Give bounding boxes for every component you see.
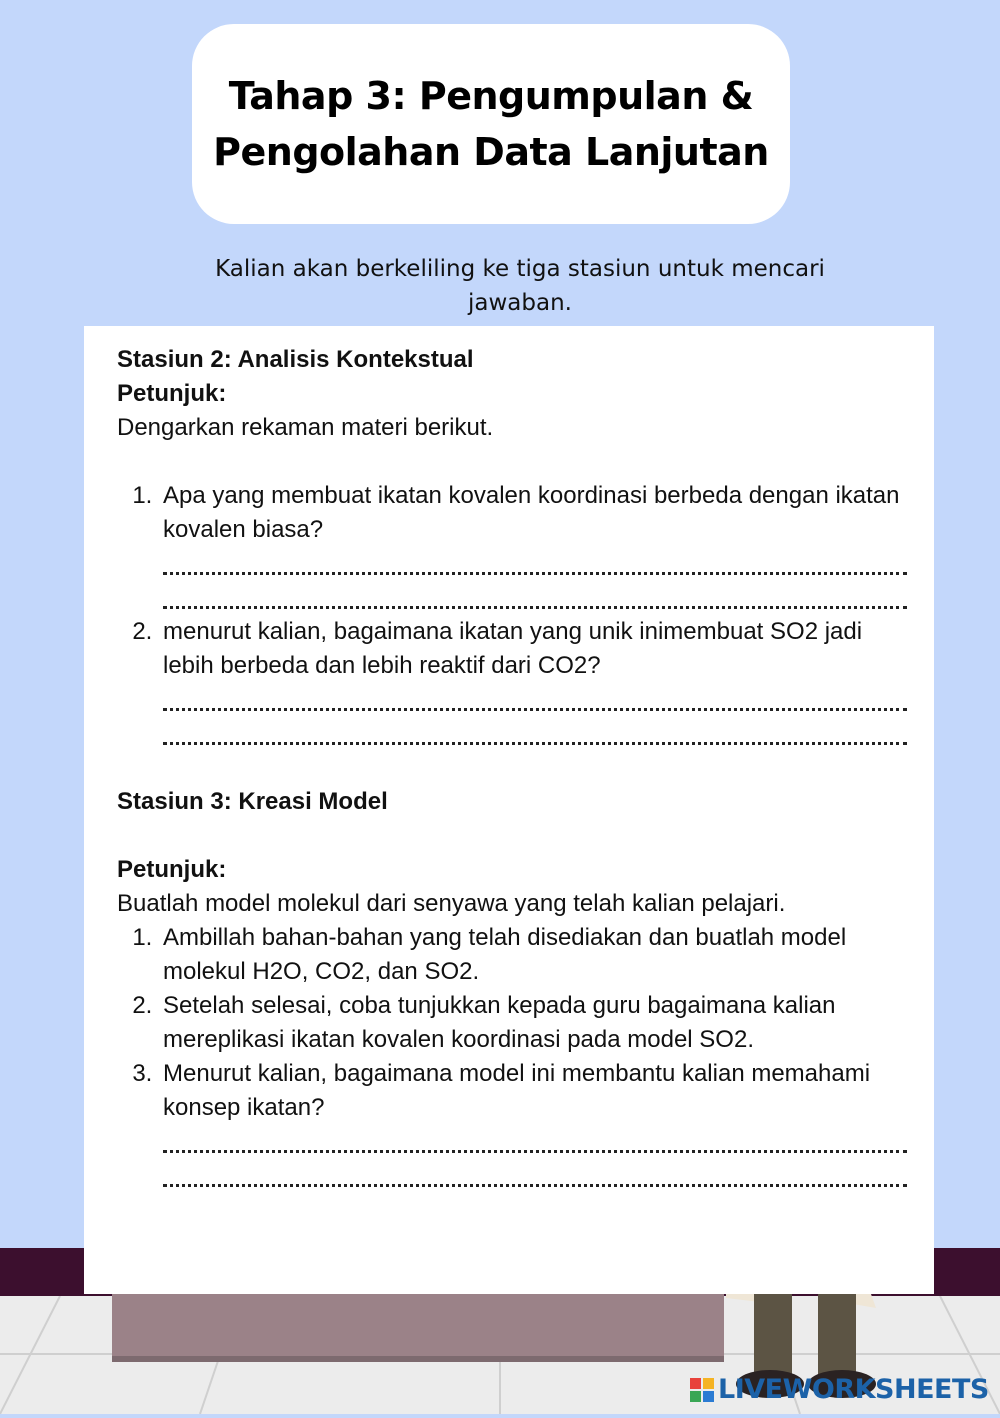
question-item xyxy=(159,615,917,751)
step-text: Menurut kalian, bagaimana model ini membantu kalian memahami konsep ikatan? xyxy=(163,1060,871,1121)
station3-heading: Stasiun 3: Kreasi Model xyxy=(117,788,388,815)
liveworksheets-logo-icon xyxy=(690,1378,714,1402)
question-text: menurut kalian, bagaimana ikatan yang unik inimembuat SO2 jadi lebih berbeda dan lebih reaktif dari CO2? xyxy=(163,618,863,679)
step-item xyxy=(159,1057,917,1193)
step-item: 2. Setelah selesai, coba tunjukkan kepada guru bagaimana kalian mereplikasi ikatan kovalen koordinasi pada model SO2. xyxy=(159,989,917,1057)
station3-step-list xyxy=(117,921,917,1193)
answer-line[interactable] xyxy=(163,547,907,581)
step-item: 1. Ambillah bahan-bahan yang telah disediakan dan buatlah model molekul H2O, CO2, dan SO2. xyxy=(159,921,917,989)
answer-line[interactable] xyxy=(163,581,907,615)
answer-line[interactable] xyxy=(163,717,907,751)
station2-heading: Stasiun 2: Analisis Kontekstual xyxy=(117,346,474,373)
answer-line[interactable] xyxy=(163,1125,907,1159)
station2-question-list xyxy=(117,479,917,751)
answer-line[interactable] xyxy=(163,683,907,717)
liveworksheets-logo xyxy=(690,1374,989,1405)
station3-instruction-label: Petunjuk: xyxy=(117,856,227,883)
title-line-2: Pengolahan Data Lanjutan xyxy=(213,130,769,174)
worksheet-card xyxy=(84,326,934,1294)
answer-line[interactable] xyxy=(163,1159,907,1193)
title-card xyxy=(192,24,790,224)
worksheet-content xyxy=(117,343,917,1193)
station2-instruction-label: Petunjuk: xyxy=(117,380,227,407)
title-line-1: Tahap 3: Pengumpulan & xyxy=(228,74,754,118)
station2-instruction: Dengarkan rekaman materi berikut. xyxy=(117,414,494,441)
question-item xyxy=(159,479,917,615)
question-text: Apa yang membuat ikatan kovalen koordinasi berbeda dengan ikatan kovalen biasa? xyxy=(163,482,900,543)
desk xyxy=(112,1290,724,1362)
station3-instruction: Buatlah model molekul dari senyawa yang telah kalian pelajari. xyxy=(117,890,786,917)
logo-text: LIVEWORKSHEETS xyxy=(718,1374,989,1405)
intro-text: Kalian akan berkeliling ke tiga stasiun untuk mencari jawaban. xyxy=(215,256,825,316)
page-title xyxy=(213,68,769,180)
